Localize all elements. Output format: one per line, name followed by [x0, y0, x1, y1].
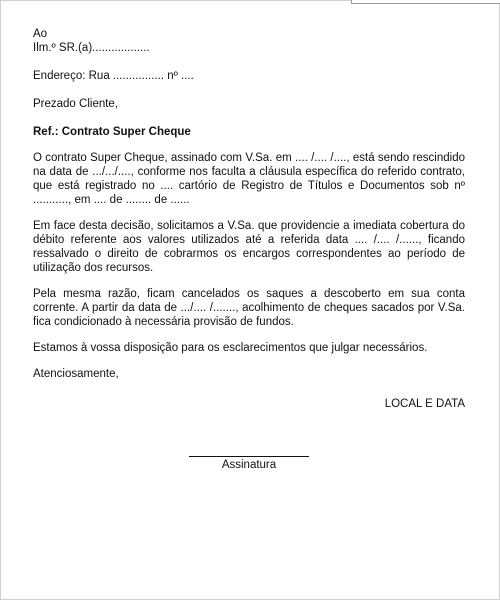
place-and-date: LOCAL E DATA	[384, 398, 465, 410]
reference-title: Ref.: Contrato Super Cheque	[33, 126, 191, 138]
letter-body	[33, 27, 465, 411]
address-line: Endereço: Rua ................ nº ....	[33, 70, 194, 82]
closing-line: Atenciosamente,	[33, 368, 119, 380]
paragraph-2: Em face desta decisão, solicitamos a V.Sa. que providencie a imediata cobertura do débito referente aos valores utilizados até a referida data .... /.... /......, ficando ressalvado o direito de cobrarmos os encargos correspondentes ao período de utilização dos recursos.	[33, 220, 465, 274]
recipient-line-2: Ilm.º SR.(a)..................	[33, 42, 150, 54]
paragraph-3: Pela mesma razão, ficam cancelados os saques a descoberto em sua conta corrente. A partir da data de .../.... /......., acolhimento de cheques sacados por V.Sa. fica condicionado à necessária provisão de fundos.	[33, 288, 465, 328]
signature-line	[189, 456, 309, 457]
paragraph-4: Estamos à vossa disposição para os esclarecimentos que julgar necessários.	[33, 342, 428, 354]
signature-label: Assinatura	[221, 459, 277, 471]
corner-tab	[351, 0, 500, 4]
greeting: Prezado Cliente,	[33, 98, 119, 110]
paragraph-1: O contrato Super Cheque, assinado com V.Sa. em .... /.... /...., está sendo rescindido na data de .../.../...., conforme nos faculta a cláusula específica do referido contrato, que está registrado no .... cartório de Registro de Títulos e Documentos sob nº ..........., em .... de ........ de ......	[33, 152, 465, 206]
recipient-line-1: Ao	[33, 28, 48, 40]
